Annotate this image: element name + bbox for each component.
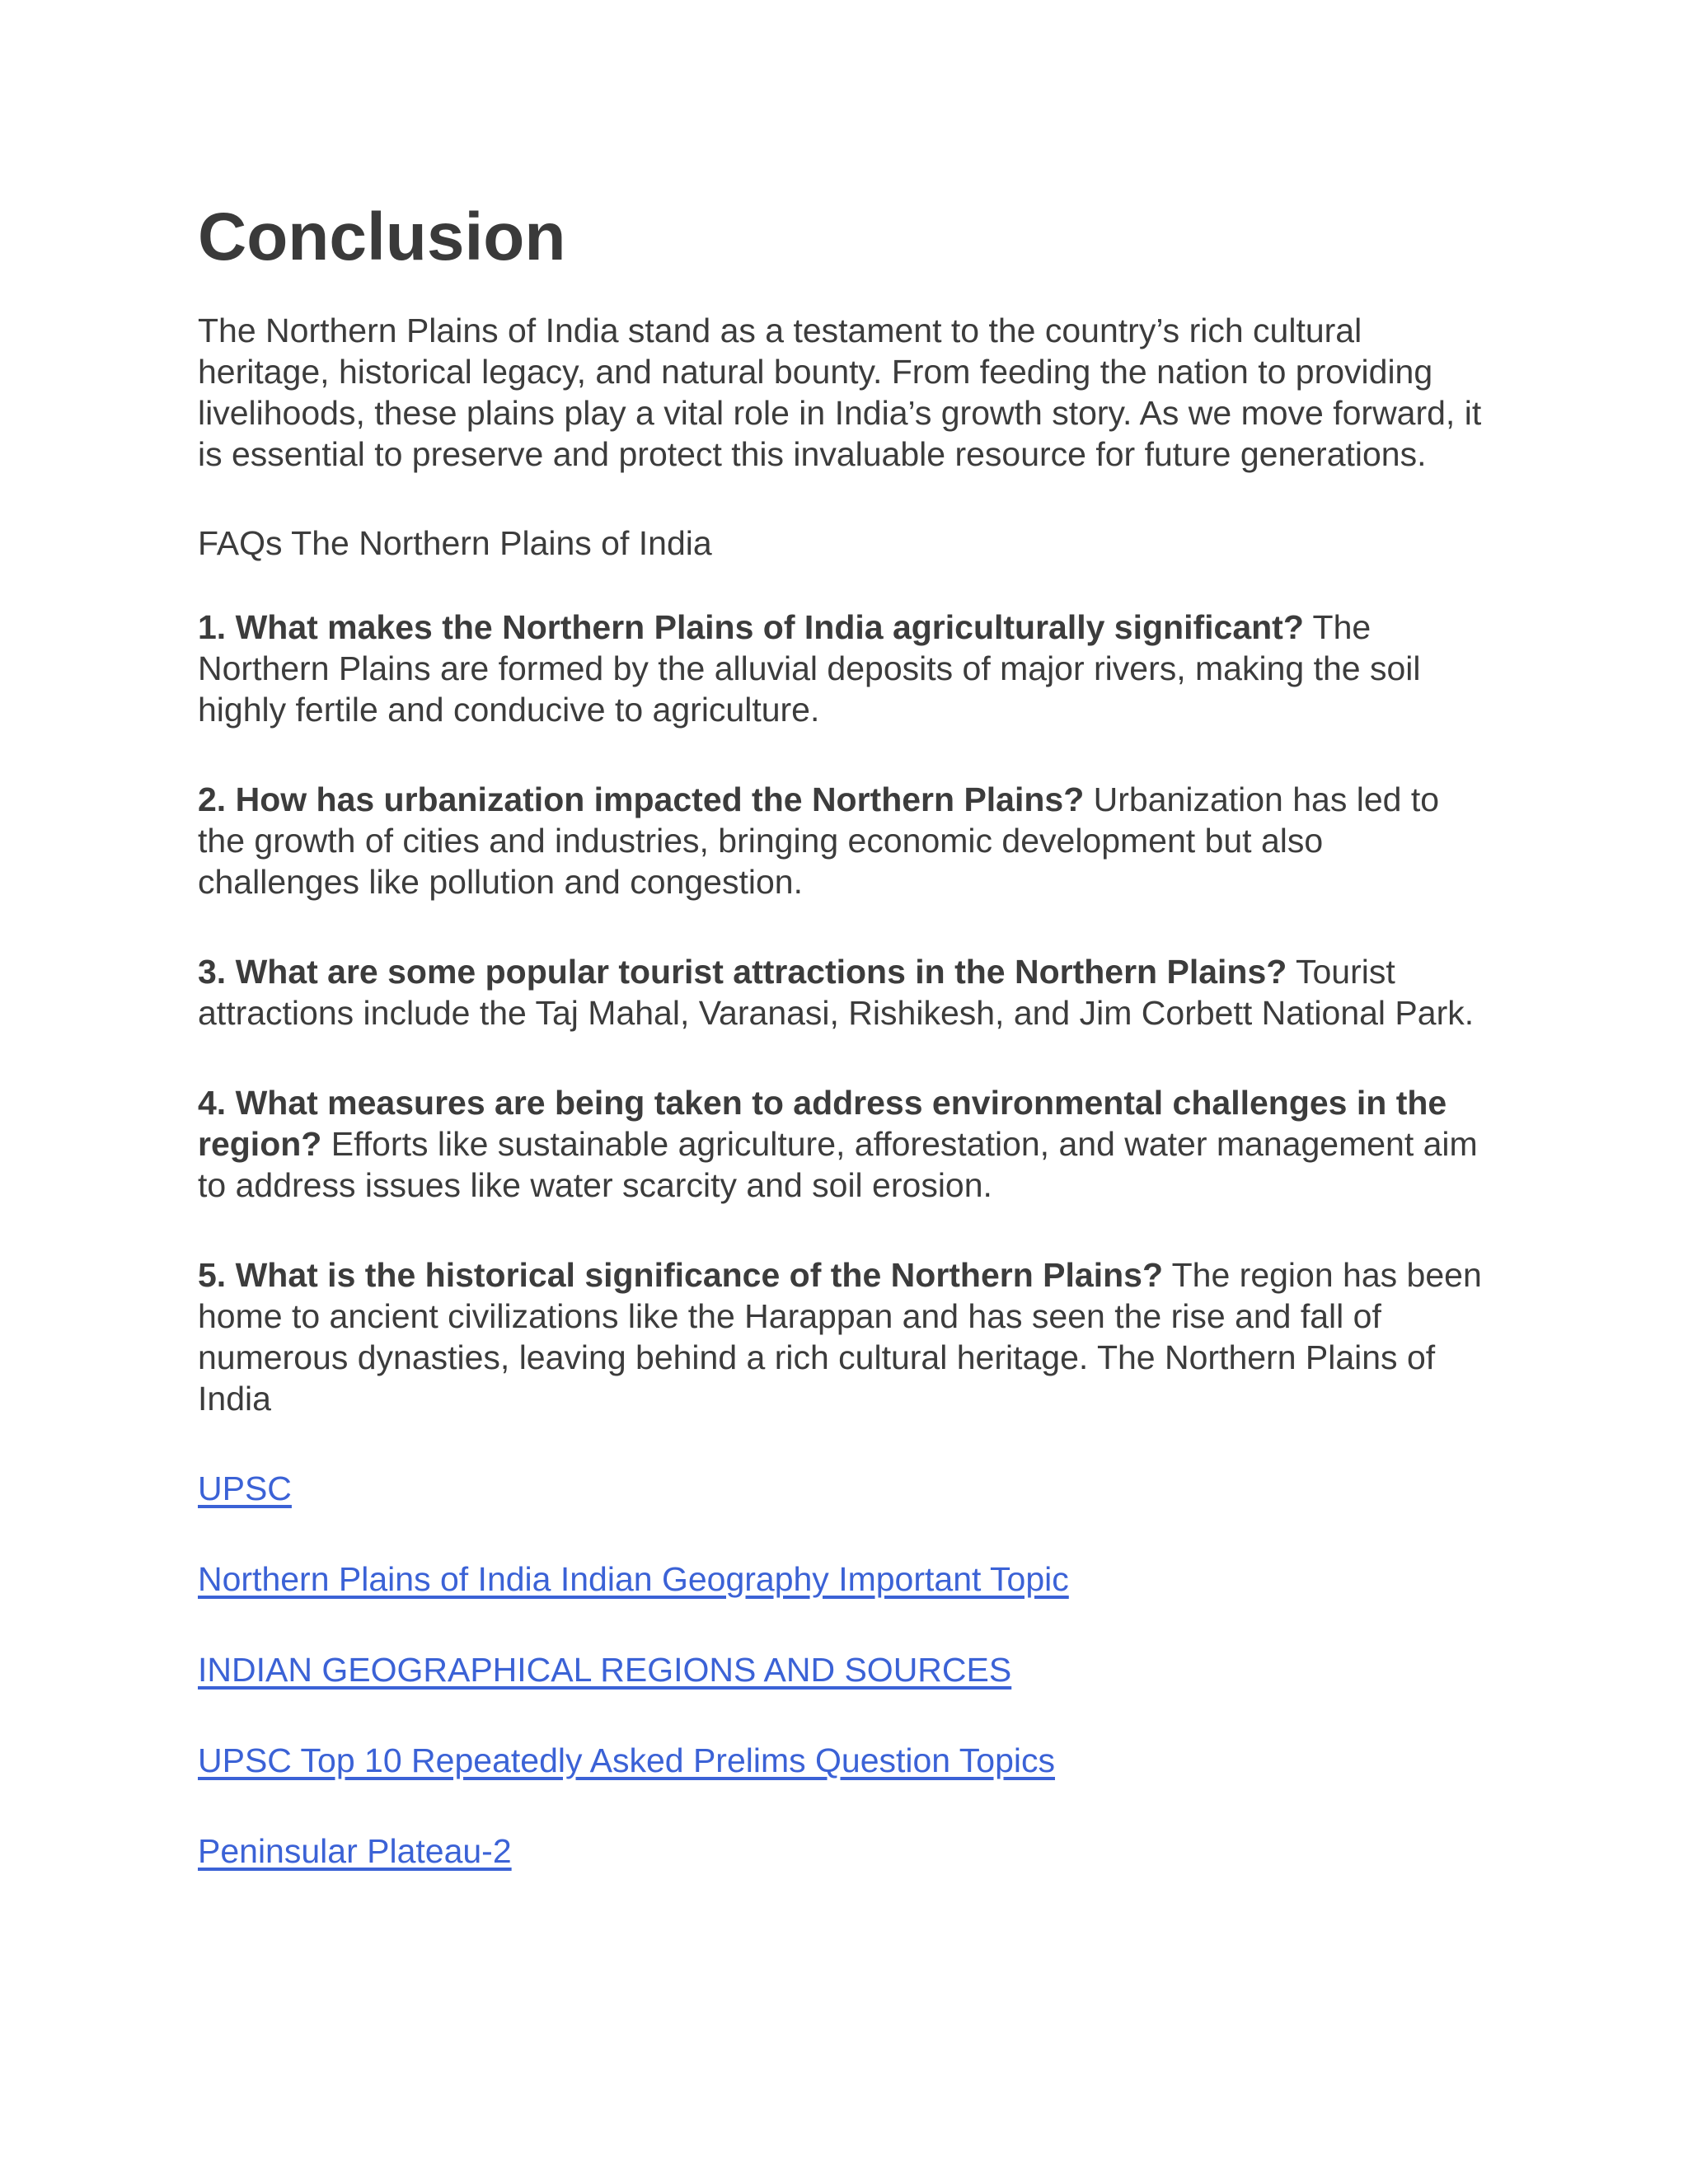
page-title: Conclusion xyxy=(198,199,566,274)
link-peninsular-plateau[interactable]: Peninsular Plateau-2 xyxy=(198,1832,512,1870)
conclusion-paragraph: The Northern Plains of India stand as a testament to the country’s rich cultural heritage, historical legacy, and natural bounty. From feeding the nation to providing livelihoods, these plains play a vital role in India’s growth story. As we move forward, it is essential to preserve and protect this invaluable resource for future generations. xyxy=(198,312,1482,473)
faq-answer: Efforts like sustainable agriculture, afforestation, and water management aim to address issues like water scarcity and soil erosion. xyxy=(198,1125,1478,1204)
faq-item-1 xyxy=(198,607,1484,730)
faq-answer: Urbanization has led to the growth of cities and industries, bringing economic development but also challenges like pollution and congestion. xyxy=(198,780,1440,901)
faq-question: 2. How has urbanization impacted the Northern Plains? xyxy=(198,780,1085,818)
faq-question: 1. What makes the Northern Plains of India agriculturally significant? xyxy=(198,608,1304,646)
faq-question: 3. What are some popular tourist attractions in the Northern Plains? xyxy=(198,953,1287,991)
link-geographical-regions[interactable]: INDIAN GEOGRAPHICAL REGIONS AND SOURCES xyxy=(198,1651,1012,1689)
faq-answer: Tourist attractions include the Taj Mahal, Varanasi, Rishikesh, and Jim Corbett National Park. xyxy=(198,953,1475,1032)
faq-item-3 xyxy=(198,951,1484,1033)
document-page xyxy=(198,198,1484,1921)
link-upsc-top-10[interactable]: UPSC Top 10 Repeatedly Asked Prelims Question Topics xyxy=(198,1741,1055,1779)
link-northern-plains-topic[interactable]: Northern Plains of India Indian Geography Important Topic xyxy=(198,1560,1069,1598)
faq-item-2 xyxy=(198,779,1484,902)
related-links xyxy=(198,1468,1484,1872)
faq-item-5 xyxy=(198,1254,1484,1419)
faq-section-title: FAQs The Northern Plains of India xyxy=(198,524,712,562)
faq-item-4 xyxy=(198,1082,1484,1206)
faq-answer: The Northern Plains are formed by the alluvial deposits of major rivers, making the soil highly fertile and conducive to agriculture. xyxy=(198,608,1421,729)
faq-answer: The region has been home to ancient civilizations like the Harappan and has seen the rise and fall of numerous dynasties, leaving behind a rich cultural heritage. The Northern Plains of India xyxy=(198,1256,1482,1418)
faq-question: 4. What measures are being taken to address environmental challenges in the region? xyxy=(198,1084,1447,1163)
faq-question: 5. What is the historical significance of the Northern Plains? xyxy=(198,1256,1163,1294)
link-upsc[interactable]: UPSC xyxy=(198,1469,292,1507)
